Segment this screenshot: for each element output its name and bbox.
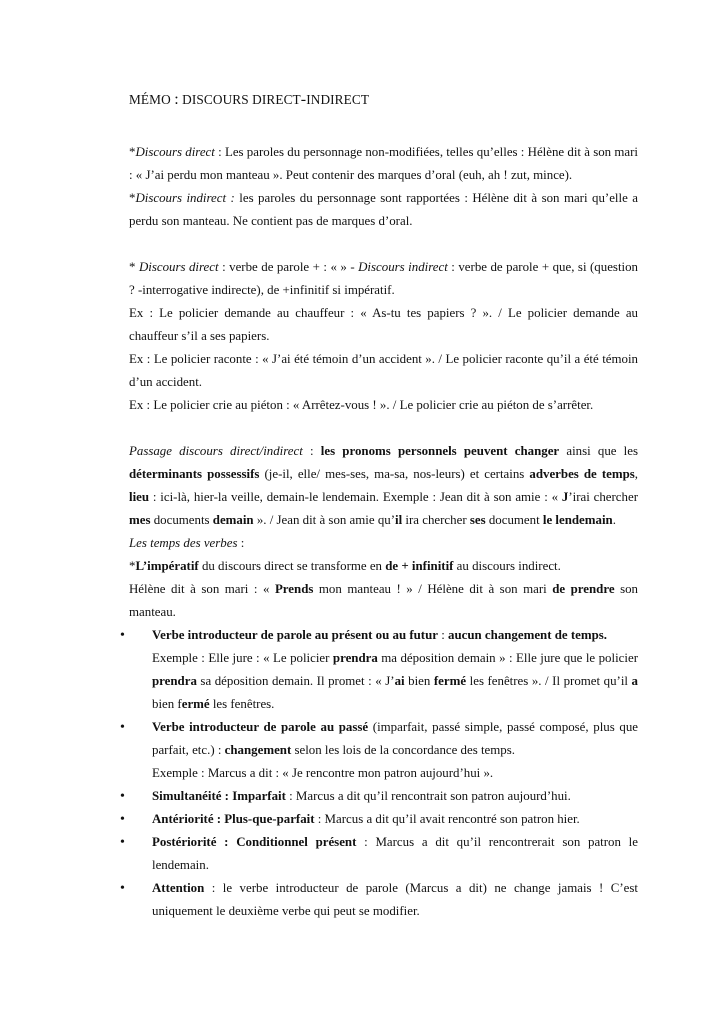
tenses-heading [129,532,638,555]
list-item [120,877,638,923]
text: : verbe de parole + : « » - [218,260,359,274]
text: du discours direct se transforme en [198,559,386,573]
term: Les temps des verbes [129,536,238,550]
bold-text: adverbes de temps [529,467,635,481]
bold-text: Postériorité : Conditionnel présent [152,835,357,849]
page-title [129,88,369,111]
text: document [485,513,543,527]
text: : Marcus a dit qu’il avait rencontré son patron hier. [314,812,580,826]
bold-text: les pronoms personnels peuvent changer [320,444,560,458]
bullet-icon: • [120,720,125,735]
text: : le verbe introducteur de parole (Marcus a dit) ne change jamais ! C’est uniquement le deuxième verbe qui peut se modifier. [152,881,638,918]
bold-text: J [561,490,569,504]
list-item [120,785,638,808]
bold-text: Antériorité : Plus-que-parfait [152,812,315,826]
bold-text: lieu [129,490,150,504]
document-body [120,141,638,923]
bold-text: Simultanéité : Imparfait [152,789,286,803]
text: (je-il, elle/ mes-ses, ma-sa, nos-leurs) et certains [259,467,530,481]
text: . [612,513,616,527]
text: * [129,145,136,159]
text: ma déposition demain » : Elle jure que le policier [377,651,638,665]
text: * [129,559,136,573]
bullet-icon: • [120,812,125,827]
bold-text: a [631,674,638,688]
imperative-example [129,578,638,624]
text: documents [150,513,213,527]
term: Discours indirect [358,260,448,274]
bold-text: ermé [181,697,210,711]
text: * [129,260,139,274]
bold-text: L’impératif [135,559,199,573]
bold-text: prendra [332,651,378,665]
text: : [438,628,449,642]
text: son manteau. [129,582,638,619]
text: : [302,444,321,458]
text: sa déposition demain. Il promet : « J’ [196,674,395,688]
definition-indirect [129,187,638,233]
example-2: Ex : Le policier raconte : « J’ai été témoin d’un accident ». / Le policier raconte qu’il a été témoin d’un accident. [129,352,638,389]
term: Discours direct [138,260,219,274]
title-part: INDIRECT [306,92,370,107]
text: les paroles du personnage sont rapportées : Hélène dit à son mari qu’elle a perdu son manteau. Ne contient pas de marques d’oral. [129,191,638,228]
bold-text: ses [469,513,486,527]
text: , [634,467,638,481]
bold-text: prendra [152,674,197,688]
title-colon: : [174,91,179,108]
bold-text: ai [394,674,405,688]
text: : Marcus a dit qu’il rencontrerait son patron le lendemain. [152,835,638,872]
text: bien f [152,697,182,711]
bold-text: de + infinitif [385,559,454,573]
text: : Les paroles du personnage non-modifiées, telles qu’elles : Hélène dit à son mari : « J’ai perdu mon manteau ». Peut contenir des marques d’oral (euh, ah ! zut, mince). [129,145,638,182]
text: mon manteau ! » / Hélène dit à son mari [313,582,553,596]
text: au discours indirect. [453,559,561,573]
text: Exemple : Elle jure : « Le policier [152,651,333,665]
text: les fenêtres ». / Il promet qu’il [466,674,632,688]
list-item [120,808,638,831]
text: ainsi que les [559,444,638,458]
example-1: Ex : Le policier demande au chauffeur : « As-tu tes papiers ? ». / Le policier demande au chauffeur s’il a ses papiers. [129,306,638,343]
list-item [120,831,638,877]
text: ira chercher [402,513,470,527]
passage-paragraph [129,440,638,532]
text: : verbe de parole + que, si (question ? -interrogative indirecte), de +infinitif si impératif. [129,260,638,297]
term: Discours indirect : [135,191,235,205]
bullet-icon: • [120,881,125,896]
text: ’irai chercher [568,490,638,504]
text: : Marcus a dit qu’il rencontrait son patron aujourd’hui. [285,789,571,803]
bold-text: Prends [274,582,314,596]
imperative-rule [129,555,638,578]
title-dash: - [300,91,307,108]
bold-text: de prendre [552,582,615,596]
bold-text: le lendemain [542,513,613,527]
text: Hélène dit à son mari : « [129,582,275,596]
bold-text: aucun changement de temps. [448,628,608,642]
bold-text: Verbe introducteur de parole au présent ou au futur [152,628,438,642]
spacer [129,233,638,256]
text: ». / Jean dit à son amie qu’ [253,513,396,527]
text: les fenêtres. [209,697,275,711]
bold-text: demain [212,513,254,527]
example-3: Ex : Le policier crie au piéton : « Arrêtez-vous ! ». / Le policier crie au piéton de s’arrêter. [129,398,594,412]
bold-text: fermé [433,674,467,688]
definition-direct [129,141,638,187]
bold-text: il [395,513,403,527]
text: bien [404,674,434,688]
list-item [120,624,638,716]
title-part: DISCOURS DIRECT [178,92,301,107]
text: : ici-là, hier-la veille, demain-le lendemain. Exemple : Jean dit à son amie : « [149,490,562,504]
text: * [129,191,136,205]
text: Exemple : Marcus a dit : « Je rencontre mon patron aujourd’hui ». [152,766,494,780]
title-part: MÉMO [129,92,175,107]
text: (imparfait, passé simple, passé composé, plus que parfait, etc.) : [152,720,638,757]
bullet-icon: • [120,628,125,643]
term: Discours direct [135,145,215,159]
bold-text: changement [224,743,292,757]
text: : [237,536,245,550]
bold-text: Verbe introducteur de parole au passé [152,720,369,734]
bullet-icon: • [120,835,125,850]
rule-paragraph [129,256,638,302]
bold-text: mes [129,513,151,527]
spacer [129,417,638,440]
bold-text: déterminants possessifs [129,467,260,481]
rules-list [120,624,638,923]
list-item [120,716,638,785]
term: Passage discours direct/indirect [129,444,303,458]
bullet-icon: • [120,789,125,804]
bold-text: Attention [152,881,205,895]
text: selon les lois de la concordance des temps. [291,743,515,757]
